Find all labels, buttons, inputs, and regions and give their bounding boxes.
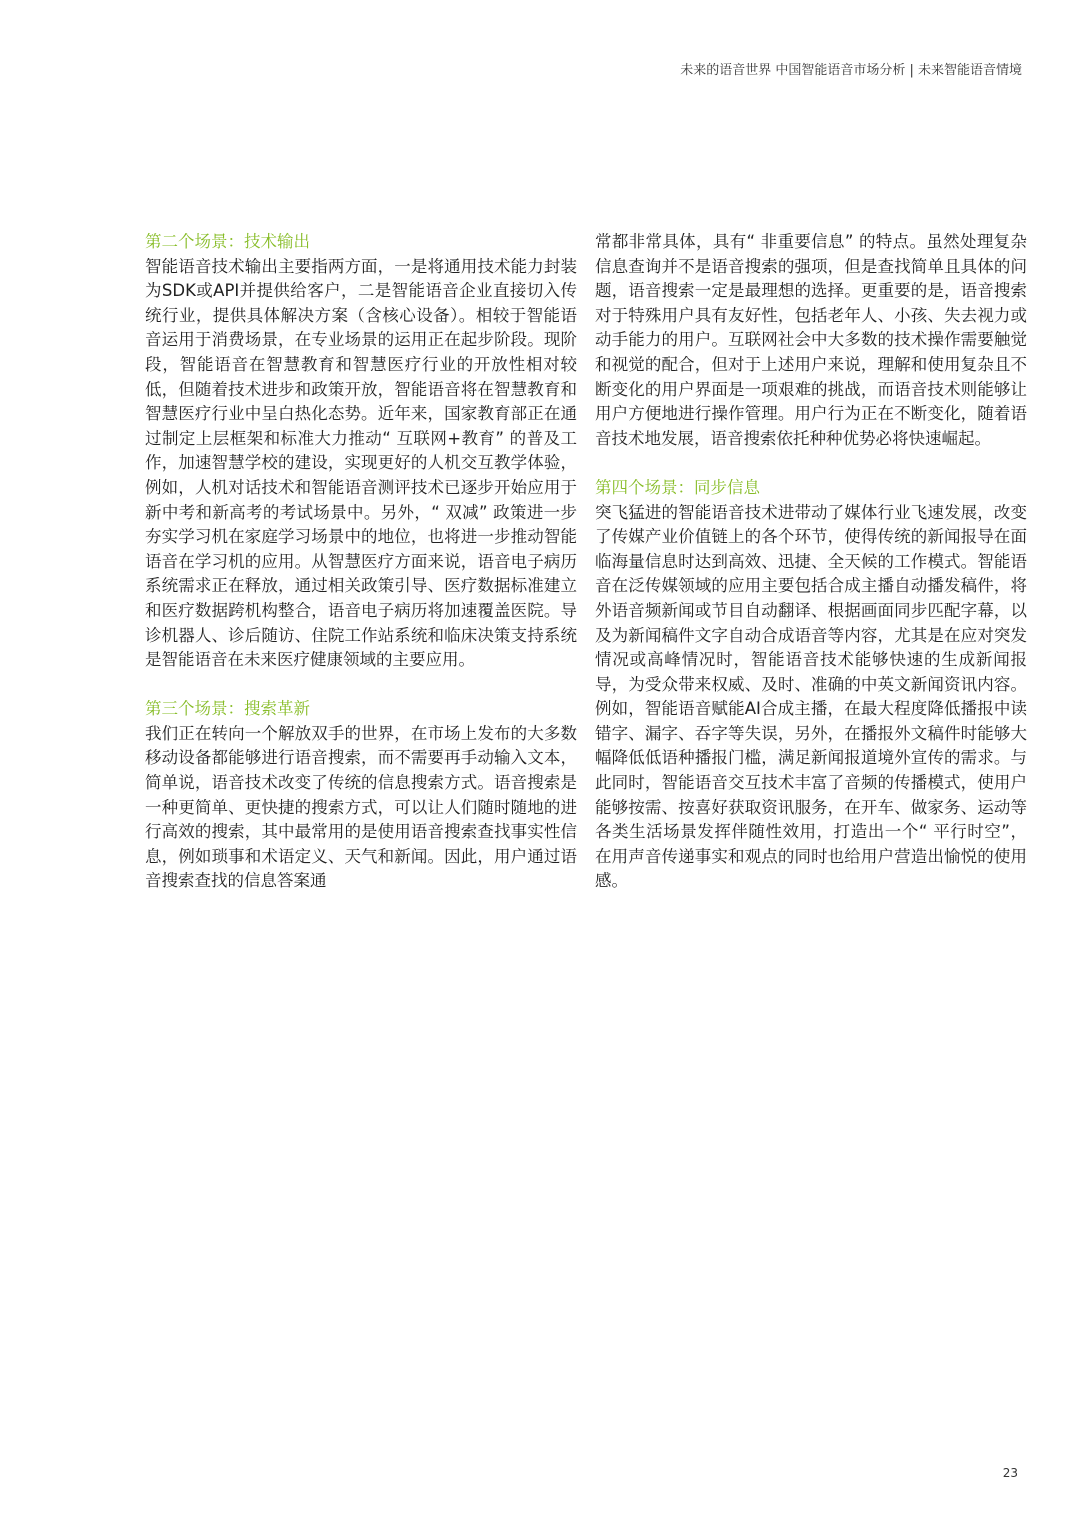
section-spacer [145,673,577,698]
section-title-sync-info: 第四个场景：同步信息 [595,477,760,497]
section-spacer [595,451,1027,476]
left-column [145,230,577,894]
section-body-tech-output: 智能语音技术输出主要指两方面，一是将通用技术能力封装为SDK或API并提供给客户，二是智能语音企业直接切入传统行业，提供具体解决方案（含核心设备）。相较于智能语音运用于消费场景，在专业场景的运用正在起步阶段。现阶段，智能语音在智慧教育和智慧医疗行业的开放性相对较低，但随着技术进步和政策开放，智能语音将在智慧教育和智慧医疗行业中呈白热化态势。近年来，国家教育部正在通过制定上层框架和标准大力推动“ 互联网+教育” 的普及工作，加速智慧学校的建设，实现更好的人机交互教学体验，例如，人机对话技术和智能语音测评技术已逐步开始应用于新中考和新高考的考试场景中。另外，“ 双减” 政策进一步夯实学习机在家庭学习场景中的地位，也将进一步推动智能语音在学习机的应用。从智慧医疗方面来说，语音电子病历系统需求正在释放，通过相关政策引导、医疗数据标准建立和医疗数据跨机构整合，语音电子病历将加速覆盖医院。导诊机器人、诊后随访、住院工作站系统和临床决策支持系统是智能语音在未来医疗健康领域的主要应用。 [145,256,577,670]
page-number: 23 [1002,1466,1018,1480]
section-body-sync-info: 突飞猛进的智能语音技术进带动了媒体行业飞速发展，改变了传媒产业价值链上的各个环节，使得传统的新闻报导在面临海量信息时达到高效、迅捷、全天候的工作模式。智能语音在泛传媒领域的应用主要包括合成主播自动播发稿件，将外语音频新闻或节目自动翻译、根据画面同步匹配字幕，以及为新闻稿件文字自动合成语音等内容，尤其是在应对突发情况或高峰情况时，智能语音技术能够快速的生成新闻报导，为受众带来权威、及时、准确的中英文新闻资讯内容。例如，智能语音赋能AI合成主播，在最大程度降低播报中读错字、漏字、吞字等失误，另外，在播报外文稿件时能够大幅降低低语种播报门槛，满足新闻报道境外宣传的需求。与此同时，智能语音交互技术丰富了音频的传播模式，使用户能够按需、按喜好获取资讯服务，在开车、做家务、运动等各类生活场景发挥伴随性效用，打造出一个“ 平行时空”， 在用声音传递事实和观点的同时也给用户营造出愉悦的使用感。 [595,502,1027,891]
section-title-tech-output: 第二个场景：技术输出 [145,232,310,251]
running-header: 未来的语音世界 中国智能语音市场分析 | 未来智能语音情境 [680,63,1022,78]
section-body-search-innovation: 我们正在转向一个解放双手的世界，在市场上发布的大多数移动设备都能够进行语音搜索，而不需要再手动输入文本，简单说，语音技术改变了传统的信息搜索方式。语音搜索是一种更简单、更快捷的搜索方式，可以让人们随时随地的进行高效的搜索，其中最常用的是使用语音搜索查找事实性信息，例如琐事和术语定义、天气和新闻。因此，用户通过语音搜索查找的信息答案通 [145,723,577,891]
section-body-search-innovation-continued: 常都非常具体，具有“ 非重要信息” 的特点。虽然处理复杂信息查询并不是语音搜索的强项，但是查找简单且具体的问题，语音搜索一定是最理想的选择。更重要的是，语音搜索对于特殊用户具有友好性，包括老年人、小孩、失去视力或动手能力的用户。互联网社会中大多数的技术操作需要触觉和视觉的配合，但对于上述用户来说，理解和使用复杂且不断变化的用户界面是一项艰难的挑战，而语音技术则能够让用户方便地进行操作管理。用户行为正在不断变化，随着语音技术地发展，语音搜索依托种种优势必将快速崛起。 [595,232,1027,448]
right-column [595,230,1027,894]
section-title-search-innovation: 第三个场景：搜索革新 [145,699,310,719]
